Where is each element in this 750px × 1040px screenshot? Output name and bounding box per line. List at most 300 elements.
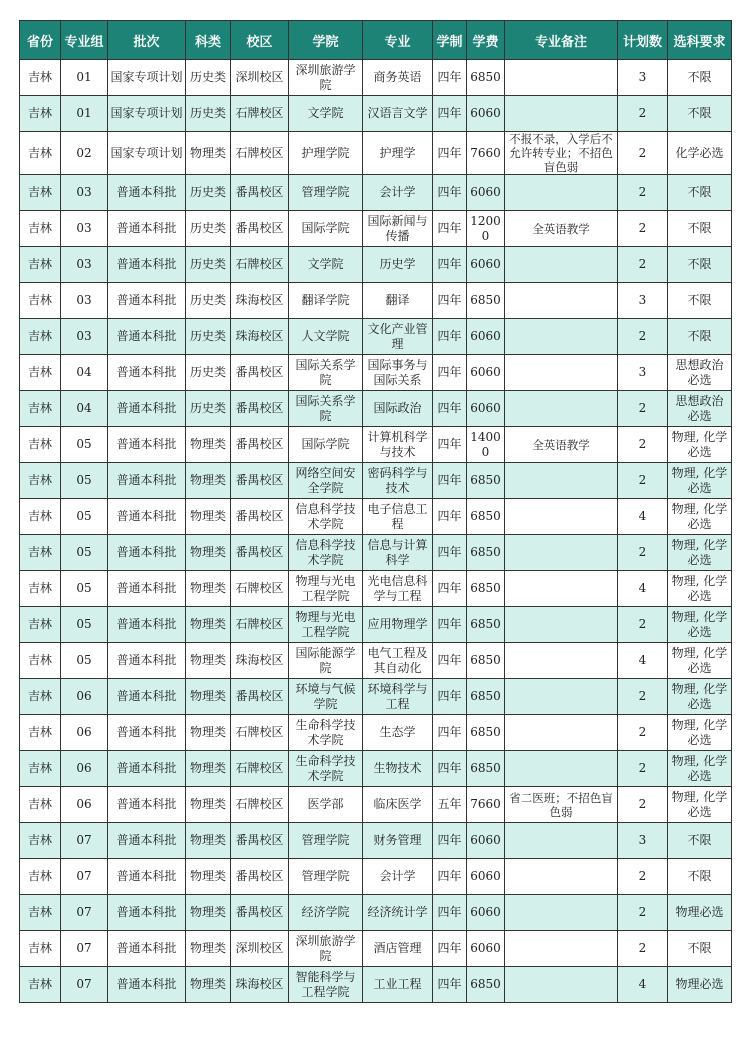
cell-major-group: 06 — [61, 751, 108, 787]
cell-tuition: 6850 — [467, 679, 505, 715]
cell-duration: 四年 — [433, 132, 467, 175]
cell-batch: 普通本科批 — [108, 895, 186, 931]
header-major: 专业 — [363, 21, 433, 60]
cell-province: 吉林 — [20, 787, 61, 823]
cell-major-group: 05 — [61, 643, 108, 679]
cell-major-notes — [505, 859, 618, 895]
cell-subject-category: 历史类 — [186, 247, 231, 283]
cell-tuition: 6850 — [467, 967, 505, 1003]
cell-province: 吉林 — [20, 211, 61, 247]
cell-subject-category: 历史类 — [186, 355, 231, 391]
table-row — [20, 132, 732, 175]
cell-subject-requirement: 不限 — [668, 859, 732, 895]
cell-college: 物理与光电工程学院 — [289, 571, 363, 607]
cell-major-group: 04 — [61, 355, 108, 391]
cell-tuition: 6060 — [467, 391, 505, 427]
cell-province: 吉林 — [20, 60, 61, 96]
cell-tuition: 6060 — [467, 96, 505, 132]
cell-college: 深圳旅游学院 — [289, 60, 363, 96]
cell-major-notes: 省二医班；不招色盲色弱 — [505, 787, 618, 823]
cell-campus: 石牌校区 — [231, 787, 289, 823]
cell-batch: 普通本科批 — [108, 715, 186, 751]
cell-province: 吉林 — [20, 535, 61, 571]
cell-province: 吉林 — [20, 132, 61, 175]
table-row — [20, 931, 732, 967]
cell-major-notes — [505, 643, 618, 679]
cell-province: 吉林 — [20, 679, 61, 715]
admission-plan-table — [19, 20, 732, 1003]
cell-subject-requirement: 物理, 化学必选 — [668, 607, 732, 643]
cell-college: 医学部 — [289, 787, 363, 823]
cell-major-group: 03 — [61, 319, 108, 355]
cell-major: 会计学 — [363, 175, 433, 211]
cell-campus: 珠海校区 — [231, 283, 289, 319]
cell-batch: 普通本科批 — [108, 319, 186, 355]
cell-tuition: 6850 — [467, 283, 505, 319]
header-duration: 学制 — [433, 21, 467, 60]
cell-major-group: 03 — [61, 175, 108, 211]
header-college: 学院 — [289, 21, 363, 60]
header-batch: 批次 — [108, 21, 186, 60]
cell-campus: 番禺校区 — [231, 679, 289, 715]
cell-province: 吉林 — [20, 751, 61, 787]
cell-duration: 四年 — [433, 607, 467, 643]
table-row — [20, 643, 732, 679]
cell-subject-requirement: 不限 — [668, 931, 732, 967]
cell-batch: 普通本科批 — [108, 607, 186, 643]
table-row — [20, 319, 732, 355]
cell-tuition: 6850 — [467, 571, 505, 607]
cell-batch: 普通本科批 — [108, 787, 186, 823]
cell-batch: 普通本科批 — [108, 535, 186, 571]
cell-duration: 四年 — [433, 967, 467, 1003]
cell-subject-requirement: 不限 — [668, 283, 732, 319]
cell-province: 吉林 — [20, 283, 61, 319]
cell-subject-requirement: 物理, 化学必选 — [668, 715, 732, 751]
cell-college: 人文学院 — [289, 319, 363, 355]
header-plan-count: 计划数 — [618, 21, 668, 60]
cell-campus: 番禺校区 — [231, 463, 289, 499]
cell-duration: 四年 — [433, 211, 467, 247]
cell-major-notes — [505, 283, 618, 319]
cell-college: 网络空间安全学院 — [289, 463, 363, 499]
cell-subject-category: 历史类 — [186, 60, 231, 96]
cell-subject-requirement: 物理必选 — [668, 967, 732, 1003]
cell-major-group: 07 — [61, 823, 108, 859]
cell-batch: 普通本科批 — [108, 283, 186, 319]
table-row — [20, 535, 732, 571]
table-row — [20, 391, 732, 427]
cell-major: 生物技术 — [363, 751, 433, 787]
cell-plan-count: 2 — [618, 859, 668, 895]
cell-province: 吉林 — [20, 463, 61, 499]
cell-campus: 石牌校区 — [231, 715, 289, 751]
cell-tuition: 6060 — [467, 859, 505, 895]
cell-subject-category: 物理类 — [186, 499, 231, 535]
cell-subject-category: 历史类 — [186, 391, 231, 427]
cell-batch: 普通本科批 — [108, 211, 186, 247]
cell-campus: 石牌校区 — [231, 96, 289, 132]
table-row — [20, 715, 732, 751]
cell-college: 文学院 — [289, 96, 363, 132]
cell-subject-requirement: 物理, 化学必选 — [668, 679, 732, 715]
cell-duration: 四年 — [433, 427, 467, 463]
cell-major: 信息与计算科学 — [363, 535, 433, 571]
cell-subject-category: 物理类 — [186, 132, 231, 175]
cell-batch: 普通本科批 — [108, 391, 186, 427]
cell-major: 会计学 — [363, 859, 433, 895]
cell-major-group: 02 — [61, 132, 108, 175]
cell-major: 汉语言文学 — [363, 96, 433, 132]
cell-major: 国际事务与国际关系 — [363, 355, 433, 391]
cell-major-notes — [505, 247, 618, 283]
cell-campus: 番禺校区 — [231, 535, 289, 571]
cell-college: 国际能源学院 — [289, 643, 363, 679]
cell-major-notes — [505, 60, 618, 96]
cell-duration: 四年 — [433, 355, 467, 391]
cell-major-notes: 全英语教学 — [505, 211, 618, 247]
cell-subject-category: 物理类 — [186, 427, 231, 463]
table-row — [20, 175, 732, 211]
cell-duration: 四年 — [433, 283, 467, 319]
cell-major-notes — [505, 679, 618, 715]
cell-campus: 珠海校区 — [231, 967, 289, 1003]
cell-major-notes — [505, 391, 618, 427]
cell-subject-category: 物理类 — [186, 679, 231, 715]
table-body — [20, 60, 732, 1003]
cell-major-group: 03 — [61, 283, 108, 319]
cell-tuition: 6060 — [467, 355, 505, 391]
table-row — [20, 571, 732, 607]
cell-major: 历史学 — [363, 247, 433, 283]
cell-plan-count: 4 — [618, 643, 668, 679]
cell-province: 吉林 — [20, 319, 61, 355]
cell-tuition: 6060 — [467, 319, 505, 355]
cell-major: 电气工程及其自动化 — [363, 643, 433, 679]
cell-major-group: 01 — [61, 96, 108, 132]
cell-major-group: 06 — [61, 787, 108, 823]
cell-major-notes — [505, 355, 618, 391]
cell-batch: 普通本科批 — [108, 859, 186, 895]
cell-campus: 石牌校区 — [231, 132, 289, 175]
cell-major-notes — [505, 571, 618, 607]
cell-college: 管理学院 — [289, 175, 363, 211]
cell-province: 吉林 — [20, 823, 61, 859]
cell-tuition: 7660 — [467, 787, 505, 823]
cell-batch: 普通本科批 — [108, 427, 186, 463]
table-row — [20, 967, 732, 1003]
table-row — [20, 247, 732, 283]
cell-subject-requirement: 不限 — [668, 319, 732, 355]
cell-plan-count: 2 — [618, 679, 668, 715]
cell-province: 吉林 — [20, 895, 61, 931]
cell-subject-requirement: 物理, 化学必选 — [668, 535, 732, 571]
cell-subject-requirement: 不限 — [668, 96, 732, 132]
cell-tuition: 6850 — [467, 607, 505, 643]
cell-duration: 四年 — [433, 895, 467, 931]
cell-subject-requirement: 不限 — [668, 823, 732, 859]
cell-tuition: 6060 — [467, 175, 505, 211]
cell-batch: 普通本科批 — [108, 967, 186, 1003]
table-row — [20, 355, 732, 391]
cell-province: 吉林 — [20, 931, 61, 967]
cell-plan-count: 2 — [618, 96, 668, 132]
table-row — [20, 787, 732, 823]
cell-subject-category: 物理类 — [186, 931, 231, 967]
header-subject-requirement: 选科要求 — [668, 21, 732, 60]
cell-subject-category: 历史类 — [186, 319, 231, 355]
cell-campus: 珠海校区 — [231, 319, 289, 355]
table-row — [20, 463, 732, 499]
header-major-group: 专业组 — [61, 21, 108, 60]
cell-plan-count: 2 — [618, 427, 668, 463]
cell-major-notes — [505, 319, 618, 355]
cell-major-notes: 不报不录，入学后不允许转专业；不招色盲色弱 — [505, 132, 618, 175]
table-row — [20, 607, 732, 643]
table-row — [20, 751, 732, 787]
cell-province: 吉林 — [20, 247, 61, 283]
cell-major-group: 05 — [61, 427, 108, 463]
cell-major-group: 07 — [61, 967, 108, 1003]
cell-tuition: 6850 — [467, 751, 505, 787]
cell-province: 吉林 — [20, 715, 61, 751]
cell-campus: 番禺校区 — [231, 823, 289, 859]
cell-college: 国际关系学院 — [289, 391, 363, 427]
cell-plan-count: 3 — [618, 283, 668, 319]
cell-plan-count: 3 — [618, 60, 668, 96]
cell-duration: 四年 — [433, 319, 467, 355]
table-row — [20, 283, 732, 319]
cell-campus: 珠海校区 — [231, 643, 289, 679]
table-row — [20, 60, 732, 96]
cell-batch: 普通本科批 — [108, 355, 186, 391]
cell-batch: 普通本科批 — [108, 463, 186, 499]
cell-major-notes: 全英语教学 — [505, 427, 618, 463]
cell-major: 工业工程 — [363, 967, 433, 1003]
cell-tuition: 6850 — [467, 463, 505, 499]
cell-plan-count: 2 — [618, 319, 668, 355]
cell-subject-category: 物理类 — [186, 715, 231, 751]
cell-province: 吉林 — [20, 967, 61, 1003]
cell-tuition: 6850 — [467, 535, 505, 571]
cell-subject-requirement: 物理, 化学必选 — [668, 571, 732, 607]
table-row — [20, 859, 732, 895]
cell-subject-requirement: 物理, 化学必选 — [668, 787, 732, 823]
cell-major-notes — [505, 967, 618, 1003]
cell-college: 信息科学技术学院 — [289, 499, 363, 535]
cell-batch: 普通本科批 — [108, 643, 186, 679]
cell-major: 翻译 — [363, 283, 433, 319]
cell-major-notes — [505, 715, 618, 751]
cell-subject-requirement: 思想政治必选 — [668, 355, 732, 391]
cell-subject-requirement: 不限 — [668, 175, 732, 211]
cell-major-notes — [505, 499, 618, 535]
cell-campus: 番禺校区 — [231, 211, 289, 247]
cell-college: 翻译学院 — [289, 283, 363, 319]
table-header — [20, 21, 732, 60]
cell-batch: 普通本科批 — [108, 175, 186, 211]
cell-tuition: 6850 — [467, 60, 505, 96]
header-tuition: 学费 — [467, 21, 505, 60]
cell-major-notes — [505, 463, 618, 499]
cell-subject-category: 物理类 — [186, 967, 231, 1003]
cell-major-group: 05 — [61, 499, 108, 535]
cell-subject-requirement: 物理, 化学必选 — [668, 463, 732, 499]
table-row — [20, 211, 732, 247]
cell-subject-category: 历史类 — [186, 283, 231, 319]
cell-batch: 国家专项计划 — [108, 60, 186, 96]
cell-college: 文学院 — [289, 247, 363, 283]
cell-plan-count: 2 — [618, 391, 668, 427]
cell-campus: 石牌校区 — [231, 607, 289, 643]
cell-subject-requirement: 化学必选 — [668, 132, 732, 175]
cell-campus: 番禺校区 — [231, 499, 289, 535]
cell-major: 环境科学与工程 — [363, 679, 433, 715]
cell-campus: 深圳校区 — [231, 60, 289, 96]
cell-major-notes — [505, 823, 618, 859]
cell-duration: 四年 — [433, 96, 467, 132]
cell-college: 经济学院 — [289, 895, 363, 931]
cell-campus: 番禺校区 — [231, 355, 289, 391]
cell-subject-category: 历史类 — [186, 211, 231, 247]
cell-campus: 石牌校区 — [231, 751, 289, 787]
cell-major-group: 06 — [61, 679, 108, 715]
cell-plan-count: 2 — [618, 607, 668, 643]
table-row — [20, 96, 732, 132]
cell-major-group: 05 — [61, 607, 108, 643]
cell-plan-count: 3 — [618, 355, 668, 391]
cell-plan-count: 4 — [618, 499, 668, 535]
cell-plan-count: 2 — [618, 175, 668, 211]
header-subject-category: 科类 — [186, 21, 231, 60]
cell-major-group: 07 — [61, 931, 108, 967]
cell-plan-count: 4 — [618, 967, 668, 1003]
cell-campus: 番禺校区 — [231, 895, 289, 931]
table-row — [20, 499, 732, 535]
cell-duration: 四年 — [433, 931, 467, 967]
cell-batch: 普通本科批 — [108, 499, 186, 535]
cell-major: 经济统计学 — [363, 895, 433, 931]
cell-tuition: 6060 — [467, 931, 505, 967]
cell-major: 密码科学与技术 — [363, 463, 433, 499]
cell-duration: 四年 — [433, 823, 467, 859]
cell-major: 生态学 — [363, 715, 433, 751]
cell-major-group: 07 — [61, 895, 108, 931]
cell-major-notes — [505, 96, 618, 132]
cell-major-notes — [505, 895, 618, 931]
cell-college: 管理学院 — [289, 823, 363, 859]
cell-province: 吉林 — [20, 175, 61, 211]
cell-tuition: 6060 — [467, 823, 505, 859]
cell-major-notes — [505, 751, 618, 787]
cell-plan-count: 3 — [618, 823, 668, 859]
table-row — [20, 427, 732, 463]
cell-duration: 四年 — [433, 499, 467, 535]
cell-college: 管理学院 — [289, 859, 363, 895]
cell-campus: 番禺校区 — [231, 391, 289, 427]
cell-major-notes — [505, 931, 618, 967]
cell-college: 智能科学与工程学院 — [289, 967, 363, 1003]
cell-major-group: 05 — [61, 571, 108, 607]
cell-major: 临床医学 — [363, 787, 433, 823]
cell-batch: 普通本科批 — [108, 679, 186, 715]
cell-college: 信息科学技术学院 — [289, 535, 363, 571]
cell-province: 吉林 — [20, 859, 61, 895]
cell-duration: 四年 — [433, 60, 467, 96]
table-row — [20, 823, 732, 859]
cell-duration: 四年 — [433, 247, 467, 283]
cell-major: 酒店管理 — [363, 931, 433, 967]
cell-major: 商务英语 — [363, 60, 433, 96]
cell-duration: 四年 — [433, 751, 467, 787]
cell-plan-count: 2 — [618, 535, 668, 571]
cell-tuition: 6850 — [467, 643, 505, 679]
cell-major: 财务管理 — [363, 823, 433, 859]
cell-duration: 四年 — [433, 859, 467, 895]
cell-major: 护理学 — [363, 132, 433, 175]
cell-subject-requirement: 思想政治必选 — [668, 391, 732, 427]
cell-college: 物理与光电工程学院 — [289, 607, 363, 643]
admission-plan-table-container — [19, 20, 731, 1003]
cell-subject-category: 物理类 — [186, 571, 231, 607]
cell-subject-requirement: 不限 — [668, 247, 732, 283]
header-campus: 校区 — [231, 21, 289, 60]
cell-major-group: 05 — [61, 463, 108, 499]
cell-province: 吉林 — [20, 391, 61, 427]
cell-batch: 普通本科批 — [108, 751, 186, 787]
cell-subject-requirement: 物理, 化学必选 — [668, 427, 732, 463]
cell-province: 吉林 — [20, 355, 61, 391]
cell-major-notes — [505, 607, 618, 643]
cell-batch: 普通本科批 — [108, 823, 186, 859]
table-row — [20, 679, 732, 715]
cell-major: 国际新闻与传播 — [363, 211, 433, 247]
cell-major: 应用物理学 — [363, 607, 433, 643]
cell-duration: 四年 — [433, 535, 467, 571]
cell-subject-category: 物理类 — [186, 751, 231, 787]
cell-province: 吉林 — [20, 643, 61, 679]
cell-campus: 番禺校区 — [231, 175, 289, 211]
header-major-notes: 专业备注 — [505, 21, 618, 60]
cell-duration: 四年 — [433, 571, 467, 607]
cell-plan-count: 2 — [618, 931, 668, 967]
cell-subject-requirement: 物理, 化学必选 — [668, 751, 732, 787]
cell-tuition: 12000 — [467, 211, 505, 247]
table-row — [20, 895, 732, 931]
cell-college: 生命科学技术学院 — [289, 751, 363, 787]
cell-batch: 普通本科批 — [108, 571, 186, 607]
cell-tuition: 14000 — [467, 427, 505, 463]
cell-subject-category: 物理类 — [186, 643, 231, 679]
cell-plan-count: 2 — [618, 787, 668, 823]
cell-campus: 深圳校区 — [231, 931, 289, 967]
cell-college: 国际关系学院 — [289, 355, 363, 391]
cell-campus: 石牌校区 — [231, 247, 289, 283]
cell-plan-count: 4 — [618, 571, 668, 607]
cell-batch: 国家专项计划 — [108, 132, 186, 175]
cell-college: 国际学院 — [289, 427, 363, 463]
cell-college: 护理学院 — [289, 132, 363, 175]
cell-tuition: 6850 — [467, 715, 505, 751]
cell-subject-category: 物理类 — [186, 859, 231, 895]
cell-campus: 番禺校区 — [231, 427, 289, 463]
cell-plan-count: 2 — [618, 132, 668, 175]
cell-subject-requirement: 物理, 化学必选 — [668, 643, 732, 679]
cell-tuition: 7660 — [467, 132, 505, 175]
cell-college: 国际学院 — [289, 211, 363, 247]
cell-duration: 四年 — [433, 391, 467, 427]
cell-subject-category: 历史类 — [186, 96, 231, 132]
